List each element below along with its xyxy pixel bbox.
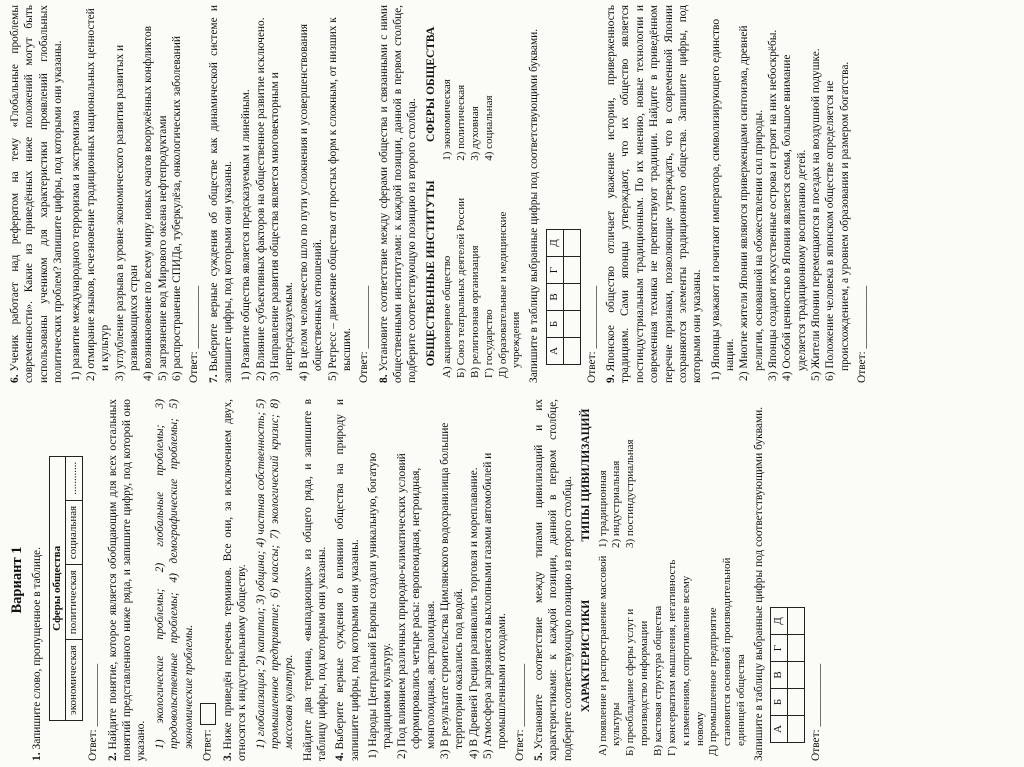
- question-3: [221, 399, 250, 761]
- q8-letter: А: [546, 338, 563, 365]
- q5-right-item: 1) традиционная: [596, 470, 609, 549]
- q8-answer-cell[interactable]: [563, 338, 580, 365]
- q8-left-header: ОБЩЕСТВЕННЫЕ ИНСТИТУТЫ: [424, 180, 437, 367]
- q8-right-item: 2) политическая: [455, 84, 468, 161]
- q3-text2: Найдите два термина, «выпадающих» из общего ряда, и запишите в таблицу цифры, под которыми они указаны.: [301, 399, 329, 761]
- q5-left-item: А) появление и распространение массовой культуры: [596, 555, 623, 756]
- q2-answer-box[interactable]: [200, 703, 216, 725]
- q8-answer-cell[interactable]: [563, 257, 580, 284]
- q2-text: Найдите понятие, которое является обобщающим для всех остальных понятий представленного ниже ряда, и запишите цифру, под которой оно указано.: [106, 399, 148, 761]
- q5-letter: Д: [771, 608, 788, 635]
- q4-option: 3) В результате строительства Цимлянского водохранилища большие территории оказались под водой.: [438, 422, 466, 759]
- q4-option: 5) Атмосфера загрязняется выхлопными газами автомобилей и промышленными отходами.: [481, 452, 509, 759]
- q8-answer-grid: [546, 229, 581, 365]
- q5-left-header: ХАРАКТЕРИСТИКИ: [580, 599, 593, 713]
- q8-right-item: 4) социальная: [482, 95, 495, 161]
- q2-answer-label: Ответ:: [201, 729, 214, 761]
- question-2: [106, 399, 149, 761]
- q5-answer-cell[interactable]: [788, 635, 805, 662]
- variant-title: Вариант 1: [9, 546, 25, 614]
- q5-answer-cell[interactable]: [788, 662, 805, 689]
- q4-option: 4) В Древней Греции развивались торговля и мореплавание.: [467, 467, 480, 759]
- q9-answer[interactable]: Ответ: ___________: [856, 285, 869, 383]
- question-8: [377, 5, 420, 383]
- q4-option: 2) Под влиянием различных природно-климатических условий сформировались четыре расы: европеоидная, негроидная, монголоидная, австралоидная.: [395, 453, 437, 759]
- q8-right-item: 3) духовная: [468, 106, 481, 161]
- q5-text: Установите соответствие между типами цивилизаций и их характеристиками: к каждой позиции, данной в первом столбце, подберите соответствующую позицию из второго столбца.: [533, 399, 574, 761]
- question-7: [207, 5, 236, 383]
- q8-left-item: Д) образовательные и медицинские учреждения: [496, 211, 523, 378]
- q8-instruction: Запишите в таблицу выбранные цифры под соответствующими буквами.: [528, 28, 541, 383]
- q6-answer[interactable]: Ответ: ___________: [188, 285, 201, 383]
- q6-number: 6.: [9, 374, 21, 383]
- q5-number: 5.: [533, 752, 546, 761]
- q1-cell: экономическая: [66, 640, 83, 721]
- q5-left-item: Б) преобладание сферы услуг и производство информации: [624, 608, 651, 756]
- q6-option: 2) отмирание языков, исчезновение традиционных национальных ценностей и культур: [84, 8, 112, 381]
- q1-text: Запишите слово, пропущенное в таблице.: [31, 547, 44, 750]
- q6-option: 4) возникновение по всему миру новых очагов вооружённых конфликтов: [142, 25, 155, 381]
- q1-number: 1.: [31, 752, 44, 761]
- q5-letter: Б: [771, 689, 788, 716]
- q6-text: Ученик работает над рефератом на тему «Глобальные проблемы современности». Какие из приведённых ниже положений могут быть использованы учеником для характеристики проявлений глобальных политических проблем? Запишите цифры, под которыми они указаны.: [9, 5, 65, 383]
- q1-answer[interactable]: Ответ: ___________: [87, 663, 100, 761]
- q5-instruction: Запишите в таблицу выбранные цифры под соответствующими буквами.: [753, 406, 766, 761]
- q7-option: 1) Развитие общества является предсказуемым и линейным.: [240, 89, 253, 381]
- q5-left-item: Д) промышленное предприятие становится основной производительной единицей общества: [707, 557, 748, 756]
- q7-text: Выберите верные суждения об обществе как динамической системе и запишите цифры, под которыми они указаны.: [207, 5, 235, 383]
- q5-answer[interactable]: Ответ: ___________: [810, 663, 823, 761]
- q5-answer-grid: [770, 607, 805, 743]
- q8-left-item: Г) государство: [482, 309, 495, 378]
- q4-number: 4.: [334, 752, 347, 761]
- question-9: [604, 5, 705, 383]
- q8-letter: Г: [546, 257, 563, 284]
- q4-option: 1) Народы Центральной Европы создали уникальную, богатую традициями культуру.: [367, 452, 394, 759]
- q5-right-item: 2) индустриальная: [610, 460, 623, 549]
- right-column: [8, 5, 875, 383]
- q1-table-header: Сферы общества: [49, 456, 66, 720]
- q6-option: 3) углубление разрыва в уровне экономического развития развитых и развивающихся стран: [113, 44, 140, 381]
- q1-table: [49, 456, 84, 721]
- question-1: [30, 399, 44, 761]
- q8-match-table: [424, 5, 525, 383]
- q3-number: 3.: [221, 752, 234, 761]
- q9-number: 9.: [605, 374, 618, 383]
- q9-option: 5) Жители Японии перемещаются в поездах на воздушной подушке.: [810, 48, 823, 381]
- q5-match-table: [579, 399, 749, 761]
- question-4: [333, 399, 362, 761]
- q8-text: Установите соответствие между сферами общества и связанными с ними общественными институтами: к каждой позиции, данной в первом столбце, подберите соответствующую позицию из второго столбца.: [377, 5, 419, 383]
- q9-option: 2) Многие жители Японии являются приверженцами синтоизма, древней религии, основанной на обожествлении сил природы.: [738, 25, 765, 381]
- q9-option: 3) Японцы создают искусственные острова и строят на них небоскрёбы.: [767, 29, 780, 381]
- q5-answer-cell[interactable]: [788, 689, 805, 716]
- q7-option: 5) Регресс – движение общества от простых форм к сложным, от низших к высшим.: [326, 17, 353, 381]
- q6-option: 5) загрязнение вод Мирового океана нефтепродуктами: [156, 115, 169, 381]
- q9-text: Японское общество отличает уважение истории, приверженность традициям. Сами японцы утверждают, что их общество является постиндустриальным традиционным. По их мнению, новые технологии и современная техника не препятствуют традиции. Найдите в приведённом перечне признаки, позволяющие утверждать, что в современной Японии сохраняются элементы традиционного общества. Запишите цифры, под которыми они указаны.: [605, 5, 704, 383]
- q3-items: 1) глобализация; 2) капитал; 3) община; 4) частная собственность; 5) промышленное предприятие; 6) классы; 7) экологический кризис; 8) массовая культура.: [254, 399, 296, 749]
- q8-left-item: Б) Союз театральных деятелей России: [455, 197, 468, 378]
- q8-number: 8.: [377, 374, 390, 383]
- q8-answer-cell[interactable]: [563, 284, 580, 311]
- q7-option: 3) Направление развития общества является многовекторным и непредсказуемым.: [269, 72, 296, 381]
- q1-cell-missing: ............: [66, 456, 83, 500]
- question-6: [8, 5, 65, 383]
- q7-answer[interactable]: Ответ: ___________: [358, 285, 371, 383]
- q8-answer-cell[interactable]: [563, 311, 580, 338]
- q8-letter: Б: [546, 311, 563, 338]
- q1-cell: социальная: [66, 500, 83, 564]
- q5-letter: Г: [771, 635, 788, 662]
- q2-items: 1) экологические проблемы; 2) глобальные проблемы; 3) продовольственные проблемы; 4) демографические проблемы; 5) экономические проблемы.: [153, 399, 195, 749]
- q5-letter: В: [771, 662, 788, 689]
- q8-answer-cell[interactable]: [563, 230, 580, 257]
- q1-cell: политическая: [66, 565, 83, 640]
- q9-option: 1) Японцы уважают и почитают императора, символизирующего единство нации.: [709, 18, 736, 381]
- q5-answer-cell[interactable]: [788, 608, 805, 635]
- q7-number: 7.: [207, 374, 220, 383]
- q5-letter: А: [771, 716, 788, 743]
- q8-letter: В: [546, 284, 563, 311]
- q8-right-item: 1) экономическая: [441, 79, 454, 161]
- q2-answer[interactable]: [200, 399, 216, 761]
- q7-option: 4) В целом человечество шло по пути усложнения и усовершенствования общественных отношений.: [297, 24, 325, 381]
- q4-text: Выберите верные суждения о влиянии общества на природу и запишите цифры, под которыми они указаны.: [334, 399, 361, 761]
- q5-right-header: ТИПЫ ЦИВИЛИЗАЦИЙ: [580, 408, 593, 542]
- q5-right-item: 3) постиндустриальная: [624, 439, 637, 549]
- q9-option: 6) Положение человека в японском обществе определяется не происхождением, а уровнем образования и размером богатства.: [824, 61, 851, 381]
- q7-option: 2) Влияние субъективных факторов на общественное развитие исключено.: [254, 17, 267, 381]
- q6-option: 6) распространение СПИДа, туберкулёза, онкологических заболеваний: [170, 36, 183, 381]
- q5-left-item: Г) консерватизм мышления, негативность к изменениям, сопротивление всему новому: [665, 559, 706, 756]
- question-5: [532, 399, 575, 761]
- q9-option: 4) Особой ценностью в Японии является семья, большое внимание уделяется традиционному воспитанию детей.: [781, 54, 808, 381]
- q6-option: 1) развитие международного терроризма и экстремизма: [70, 110, 83, 381]
- q3-text: Ниже приведён перечень терминов. Все они, за исключением двух, относятся к индустриальному обществу.: [221, 399, 249, 761]
- q2-number: 2.: [106, 752, 119, 761]
- q8-answer[interactable]: Ответ: ___________: [585, 285, 598, 383]
- q5-left-item: В) кастовая структура общества: [652, 605, 665, 756]
- q5-answer-cell[interactable]: [788, 716, 805, 743]
- q8-left-item: В) религиозная организация: [468, 245, 481, 378]
- q8-right-header: СФЕРЫ ОБЩЕСТВА: [424, 26, 437, 142]
- q8-letter: Д: [546, 230, 563, 257]
- q4-answer[interactable]: Ответ: ___________: [513, 663, 526, 761]
- left-column: [8, 399, 829, 761]
- q8-left-item: А) акционерное общество: [441, 255, 454, 378]
